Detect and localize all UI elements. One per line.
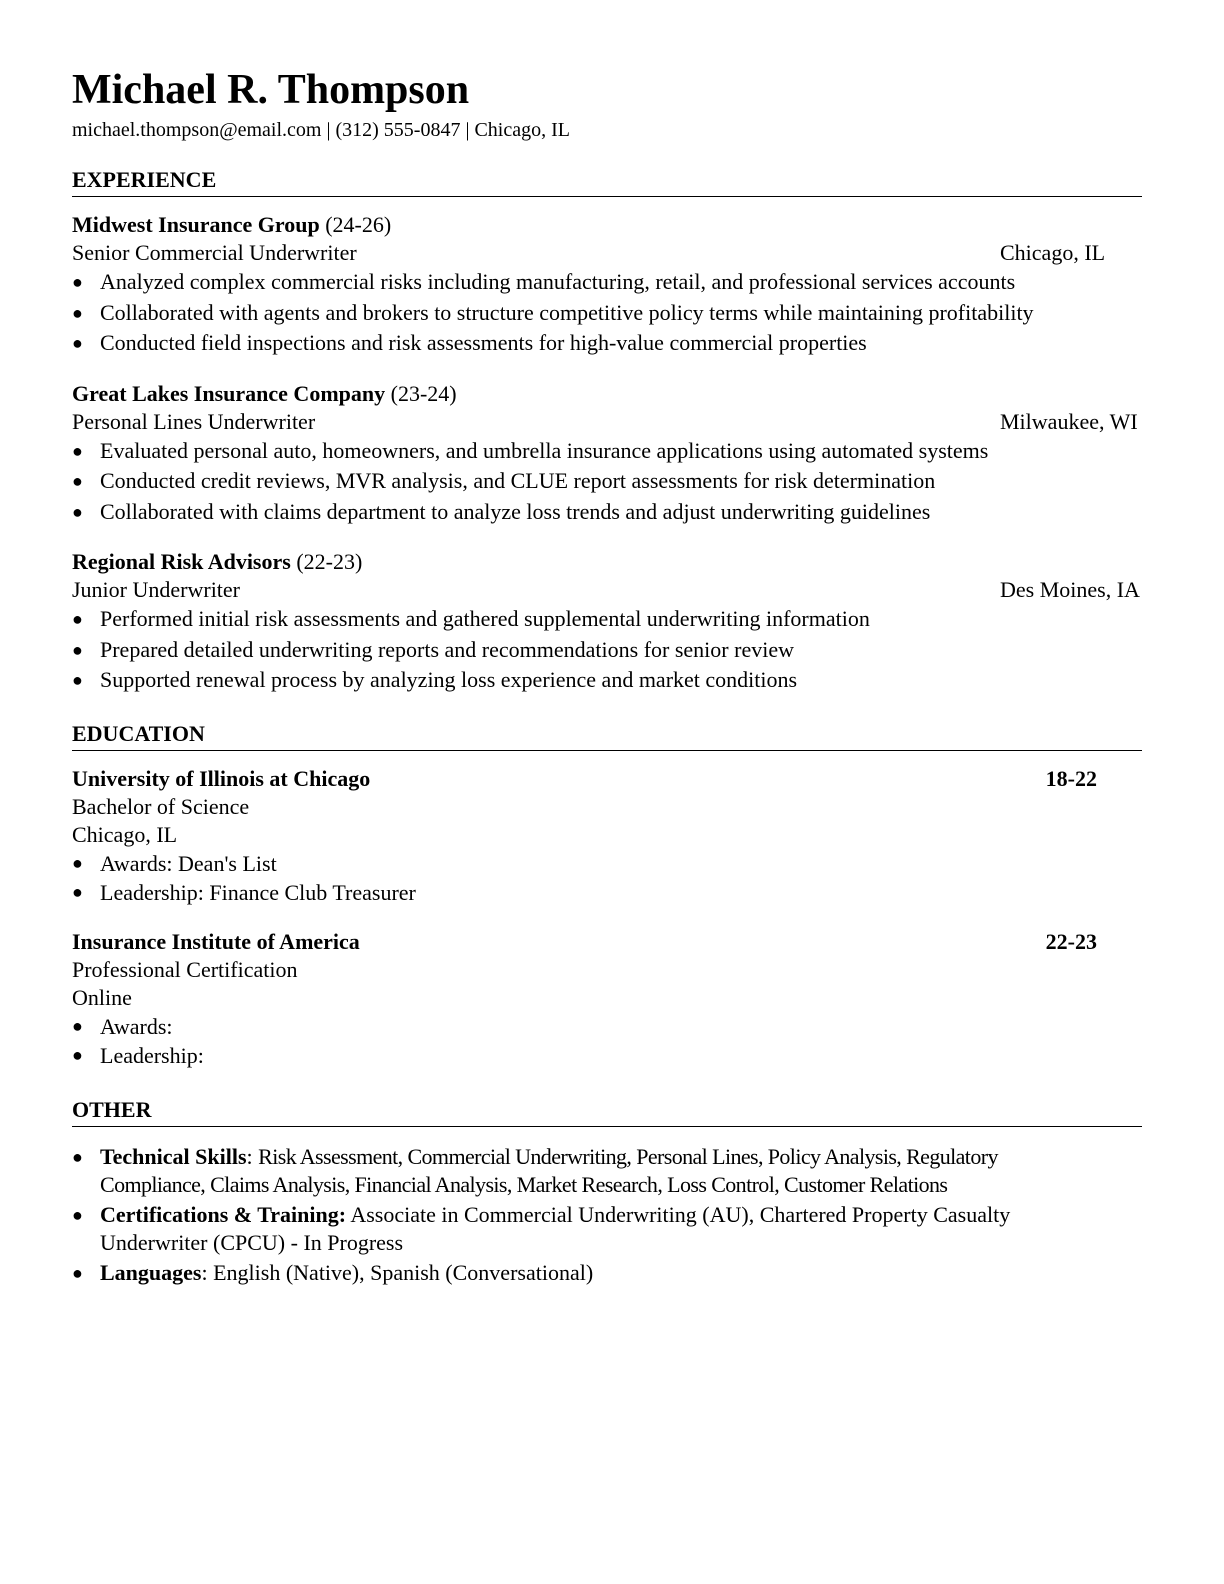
education-bullets: [72, 1012, 1142, 1070]
degree: Bachelor of Science: [72, 793, 250, 819]
list-item: ● Awards: Dean's List: [72, 850, 277, 876]
list-item: ● Leadership:: [72, 1042, 204, 1068]
job-entry: [72, 211, 1142, 359]
list-item: ● Conducted credit reviews, MVR analysis, and CLUE report assessments for risk determination: [72, 466, 1142, 497]
list-item: ● Collaborated with claims department to analyze loss trends and adjust underwriting guidelines: [72, 497, 1142, 528]
skill-text: English (Native), Spanish (Conversational): [213, 1259, 594, 1285]
list-item: ● Supported renewal process by analyzing loss experience and market conditions: [72, 665, 1142, 696]
company-name: Great Lakes Insurance Company: [72, 380, 386, 406]
school-location: Online: [72, 984, 132, 1010]
skill-label: Technical Skills: [100, 1143, 247, 1169]
list-item: ● Conducted field inspections and risk assessments for high-value commercial properties: [72, 328, 1142, 359]
school-location: Chicago, IL: [72, 821, 178, 847]
job-title-line: [72, 380, 1142, 408]
bullet-glyph: ●: [72, 440, 83, 461]
job-title-line: [72, 211, 1142, 239]
job-role-row: [72, 239, 1142, 267]
job-location: Chicago, IL: [1000, 240, 1106, 265]
job-dates: (24-26): [325, 212, 392, 237]
list-item: ● Languages: English (Native), Spanish (Conversational): [72, 1259, 594, 1285]
job-location: Des Moines, IA: [1000, 577, 1140, 602]
skill-label: Languages: [100, 1259, 202, 1285]
education-entry: [72, 928, 1142, 1070]
school-row: [72, 928, 1142, 956]
list-item: ● Performed initial risk assessments and gathered supplemental underwriting information: [72, 604, 1142, 635]
bullet-glyph: ●: [72, 670, 83, 690]
resume-page: [72, 62, 1142, 1289]
job-role-row: [72, 408, 1142, 436]
school-name: University of Illinois at Chicago: [72, 765, 371, 791]
skill-text: Associate in Commercial Underwriting (AU), Chartered Property Casualty Underwriter (CPCU) - In Progress: [100, 1201, 1011, 1255]
degree: Professional Certification: [72, 956, 298, 982]
list-item: ● Analyzed complex commercial risks including manufacturing, retail, and professional services accounts: [72, 267, 1142, 298]
bullet-glyph: ●: [72, 1204, 83, 1225]
education-entry: [72, 765, 1142, 907]
bullet-glyph: ●: [72, 881, 83, 902]
bullet-glyph: ●: [72, 471, 83, 491]
other-list: [72, 1143, 1072, 1287]
bullet-glyph: ●: [72, 1262, 83, 1283]
job-bullets: [72, 436, 1142, 528]
list-item: [72, 1201, 1072, 1257]
education-heading: EDUCATION: [72, 720, 1142, 751]
list-item: ● Collaborated with agents and brokers to structure competitive policy terms while maintaining profitability: [72, 298, 1142, 329]
company-name: Midwest Insurance Group: [72, 212, 320, 237]
job-location: Milwaukee, WI: [1000, 408, 1138, 434]
job-entry: [72, 548, 1142, 696]
skill-text: Risk Assessment, Commercial Underwriting, Personal Lines, Policy Analysis, Regulatory Compliance, Claims Analysis, Financial Analysis, Market Research, Loss Control, Customer Relations: [100, 1143, 998, 1197]
list-item: ● Leadership: Finance Club Treasurer: [72, 879, 416, 905]
bullet-glyph: ●: [72, 333, 83, 353]
school-dates: 22-23: [1045, 928, 1097, 954]
bullet-glyph: ●: [72, 1044, 83, 1065]
bullet-glyph: ●: [72, 609, 83, 629]
job-role: Personal Lines Underwriter: [72, 408, 316, 434]
list-item: ● Prepared detailed underwriting reports and recommendations for senior review: [72, 635, 1142, 666]
education-bullets: [72, 849, 1142, 907]
list-item: ● Technical Skills: Risk Assessment, Commercial Underwriting, Personal Lines, Policy Analysis, Regulatory Compliance, Claims Analysis, Financial Analysis, Market Research, Loss Control, Customer Relations: [72, 1143, 998, 1197]
bullet-glyph: ●: [72, 639, 83, 660]
job-entry: [72, 380, 1142, 528]
school-dates: 18-22: [1045, 765, 1097, 791]
bullet-glyph: ●: [72, 501, 83, 522]
experience-heading: EXPERIENCE: [72, 166, 1142, 197]
company-name: Regional Risk Advisors: [72, 549, 291, 574]
list-item: ● Awards:: [72, 1013, 173, 1039]
bullet-glyph: ●: [72, 852, 83, 873]
job-dates: (22-23): [296, 549, 363, 574]
candidate-name: Michael R. Thompson: [72, 67, 470, 113]
job-role-row: [72, 576, 1142, 604]
job-title-line: [72, 548, 1142, 576]
bullet-glyph: ●: [72, 1015, 83, 1036]
bullet-glyph: ●: [72, 1146, 83, 1167]
list-item: ● Evaluated personal auto, homeowners, and umbrella insurance applications using automated systems: [72, 436, 1142, 467]
other-heading: OTHER: [72, 1096, 1142, 1127]
bullet-glyph: ●: [72, 302, 83, 323]
bullet-glyph: ●: [72, 272, 83, 292]
skill-label: Certifications & Training:: [100, 1201, 347, 1227]
contact-line: michael.thompson@email.com | (312) 555-0847 | Chicago, IL: [72, 119, 570, 141]
job-dates: (23-24): [390, 380, 457, 406]
job-role: Senior Commercial Underwriter: [72, 240, 357, 265]
job-bullets: [72, 267, 1142, 359]
job-bullets: [72, 604, 1142, 696]
school-row: [72, 765, 1142, 793]
school-name: Insurance Institute of America: [72, 928, 360, 954]
job-role: Junior Underwriter: [72, 577, 241, 602]
